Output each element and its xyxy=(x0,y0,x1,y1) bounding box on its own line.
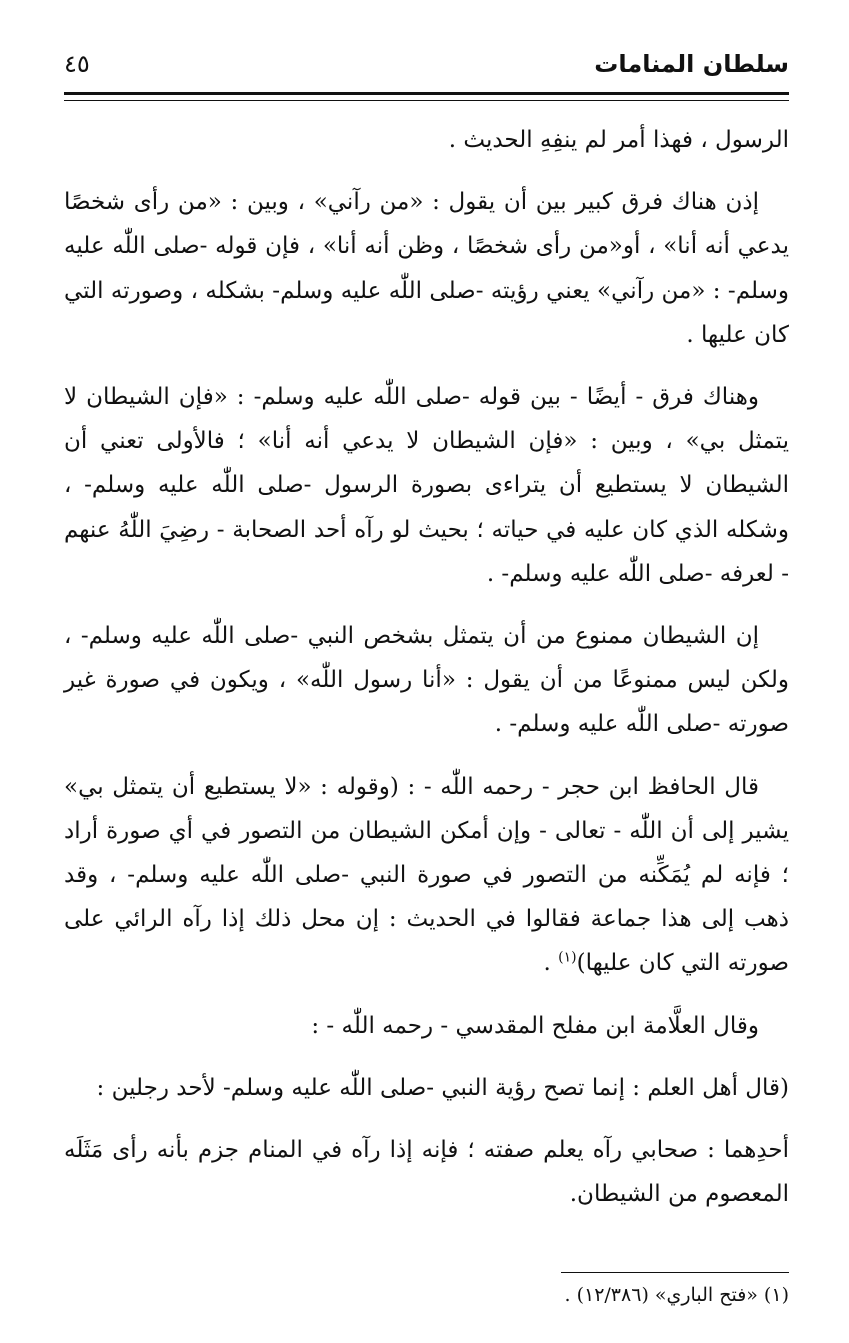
running-title: سلطان المنامات xyxy=(594,50,789,78)
paragraph: إن الشيطان ممنوع من أن يتمثل بشخص النبي -صلى اللّٰه عليه وسلم- ، ولكن ليس ممنوعًا من أن يقول : «أنا رسول اللّٰه» ، ويكون في صورة غير صورته -صلى اللّٰه عليه وسلم- . xyxy=(64,623,789,738)
paragraph: أحدِهما : صحابي رآه يعلم صفته ؛ فإنه إذا رآه في المنام جزم بأنه رأى مَثَلَه المعصوم من الشيطان. xyxy=(64,1137,789,1208)
page-header xyxy=(64,50,789,90)
paragraph-with-footnote xyxy=(64,765,789,986)
paragraph: (قال أهل العلم : إنما تصح رؤية النبي -صلى اللّٰه عليه وسلم- لأحد رجلين : xyxy=(96,1074,789,1101)
page-number: ٤٥ xyxy=(64,50,90,78)
paragraph: وقال العلَّامة ابن مفلح المقدسي - رحمه اللّٰه - : xyxy=(311,1012,759,1039)
paragraph-tail: . xyxy=(543,950,559,977)
header-rule-thick xyxy=(64,92,789,95)
paragraph: إذن هناك فرق كبير بين أن يقول : «من رآني» ، وبين : «من رأى شخصًا يدعي أنه أنا» ، أو«من رأى شخصًا ، وظن أنه أنا» ، فإن قوله -صلى اللّٰه عليه وسلم- : «من رآني» يعني رؤيته -صلى اللّٰه عليه وسلم- بشكله ، وصورته التي كان عليها . xyxy=(64,189,789,348)
body-text xyxy=(64,118,789,1234)
footnote-marker: (١) xyxy=(558,949,577,966)
paragraph: الرسول ، فهذا أمر لم ينفِهِ الحديث . xyxy=(448,127,789,153)
paragraph: وهناك فرق - أيضًا - بين قوله -صلى اللّٰه عليه وسلم- : «فإن الشيطان لا يتمثل بي» ، وبين : «فإن الشيطان لا يدعي أنه أنا» ؛ فالأولى تعني أن الشيطان لا يستطيع أن يتراءى بصورة الرسول -صلى اللّٰه عليه وسلم- ، وشكله الذي كان عليه في حياته ؛ بحيث لو رآه أحد الصحابة - رضِيَ اللّٰهُ عنهم - لعرفه -صلى اللّٰه عليه وسلم- . xyxy=(64,384,789,587)
paragraph-text: قال الحافظ ابن حجر - رحمه اللّٰه - : (وقوله : «لا يستطيع أن يتمثل بي» يشير إلى أن اللّٰه - تعالى - وإن أمكن الشيطان من التصور في أي صورة أراد ؛ فإنه لم يُمَكِّنه من التصور في صورة النبي -صلى اللّٰه عليه وسلم- ، وقد ذهب إلى هذا جماعة فقالوا في الحديث : إن محل ذلك إذا رآه الرائي على صورته التي كان عليها) xyxy=(64,773,789,977)
footnote-rule xyxy=(561,1272,789,1273)
header-rule-thin xyxy=(64,100,789,101)
footnote: (١) «فتح الباري» (١٢/٣٨٦) . xyxy=(564,1284,789,1306)
